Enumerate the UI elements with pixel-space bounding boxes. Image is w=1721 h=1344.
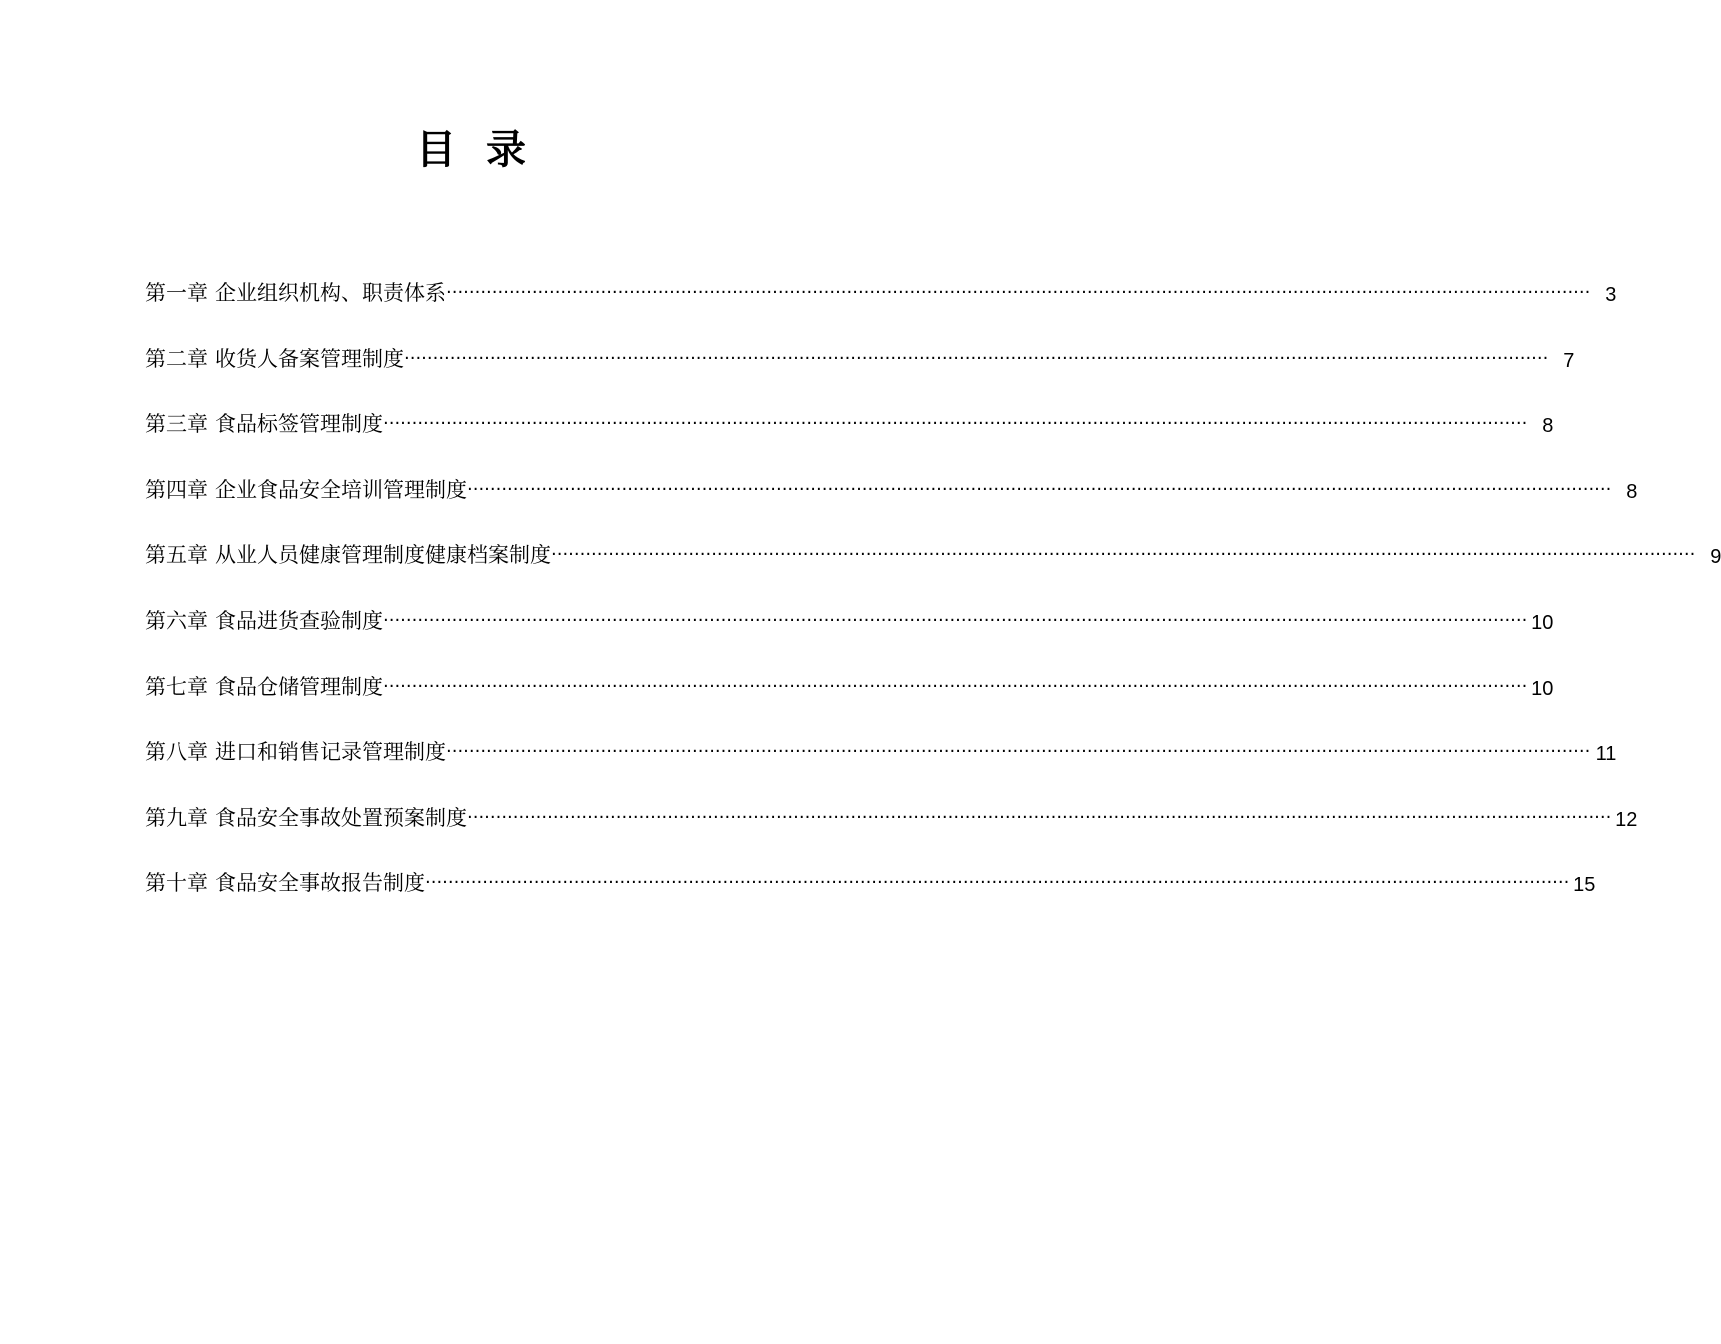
toc-entry-title: 收货人备案管理制度 — [215, 346, 404, 371]
toc-entry-chapter: 第九章 — [145, 805, 208, 830]
toc-dot-leader: ········································································································································································································ — [383, 609, 1528, 631]
toc-entry[interactable] — [145, 538, 1721, 604]
toc-entry-title: 食品安全事故报告制度 — [215, 871, 425, 896]
toc-entry-page: 8 — [1542, 415, 1554, 438]
toc-dot-leader: ········································································································································································································ — [383, 413, 1528, 435]
toc-entry-chapter: 第十章 — [145, 871, 208, 896]
toc-entry-page: 3 — [1605, 284, 1617, 306]
toc-entry[interactable] — [145, 407, 1554, 473]
toc-entry-label — [145, 342, 404, 376]
toc-dot-leader: ········································································································································································································ — [446, 282, 1591, 303]
toc-entry-chapter: 第五章 — [145, 543, 208, 568]
toc-entry-chapter: 第八章 — [145, 740, 208, 765]
toc-entry-label — [145, 473, 467, 507]
toc-dot-leader: ········································································································································································································ — [467, 806, 1612, 828]
toc-entry-page: 9 — [1710, 546, 1721, 569]
toc-entry[interactable] — [145, 342, 1575, 408]
toc-entry[interactable] — [145, 473, 1638, 539]
toc-entry[interactable] — [145, 276, 1617, 342]
toc-entry-label — [145, 407, 383, 441]
toc-entry-label — [145, 604, 383, 638]
toc-entry-label — [145, 670, 383, 704]
toc-entry-chapter: 第一章 — [145, 281, 208, 305]
toc-entry-chapter: 第三章 — [145, 412, 208, 437]
toc-entry-chapter: 第二章 — [145, 346, 208, 371]
toc-dot-leader: ········································································································································································································ — [425, 872, 1570, 894]
toc-dot-leader: ········································································································································································································ — [551, 544, 1696, 566]
toc-entry-title: 进口和销售记录管理制度 — [215, 740, 446, 765]
toc-entry-page: 10 — [1531, 611, 1554, 634]
toc-dot-leader: ········································································································································································································ — [467, 478, 1612, 500]
toc-entry-title: 食品标签管理制度 — [215, 412, 383, 437]
toc-entry[interactable] — [145, 604, 1554, 670]
toc-entry-page: 7 — [1563, 349, 1575, 372]
toc-entry[interactable] — [145, 801, 1638, 867]
toc-entry-title: 食品仓储管理制度 — [215, 674, 383, 699]
toc-entry-page: 15 — [1573, 874, 1596, 897]
page-title: 目 录 — [416, 127, 534, 173]
toc-entry-title: 企业组织机构、职责体系 — [215, 281, 446, 305]
toc-entry[interactable] — [145, 735, 1617, 801]
toc-entry-chapter: 第六章 — [145, 608, 208, 633]
toc-dot-leader: ········································································································································································································ — [446, 741, 1591, 763]
toc-entry-page: 8 — [1626, 480, 1638, 503]
table-of-contents — [145, 276, 1721, 932]
toc-entry-title: 食品进货查验制度 — [215, 608, 383, 633]
toc-entry[interactable] — [145, 670, 1554, 736]
toc-entry-title: 企业食品安全培训管理制度 — [215, 477, 467, 502]
toc-entry-label — [145, 276, 446, 310]
toc-entry-label — [145, 735, 446, 769]
toc-entry[interactable] — [145, 866, 1596, 932]
toc-dot-leader: ········································································································································································································ — [404, 347, 1549, 369]
toc-dot-leader: ········································································································································································································ — [383, 675, 1528, 697]
toc-entry-label — [145, 538, 551, 572]
toc-entry-title: 从业人员健康管理制度健康档案制度 — [215, 543, 551, 568]
toc-entry-page: 12 — [1615, 808, 1638, 831]
toc-entry-label — [145, 866, 425, 900]
toc-entry-page: 10 — [1531, 677, 1554, 700]
toc-entry-chapter: 第四章 — [145, 477, 208, 502]
toc-entry-page: 11 — [1595, 743, 1617, 766]
toc-entry-chapter: 第七章 — [145, 674, 208, 699]
toc-entry-label — [145, 801, 467, 835]
toc-entry-title: 食品安全事故处置预案制度 — [215, 805, 467, 830]
